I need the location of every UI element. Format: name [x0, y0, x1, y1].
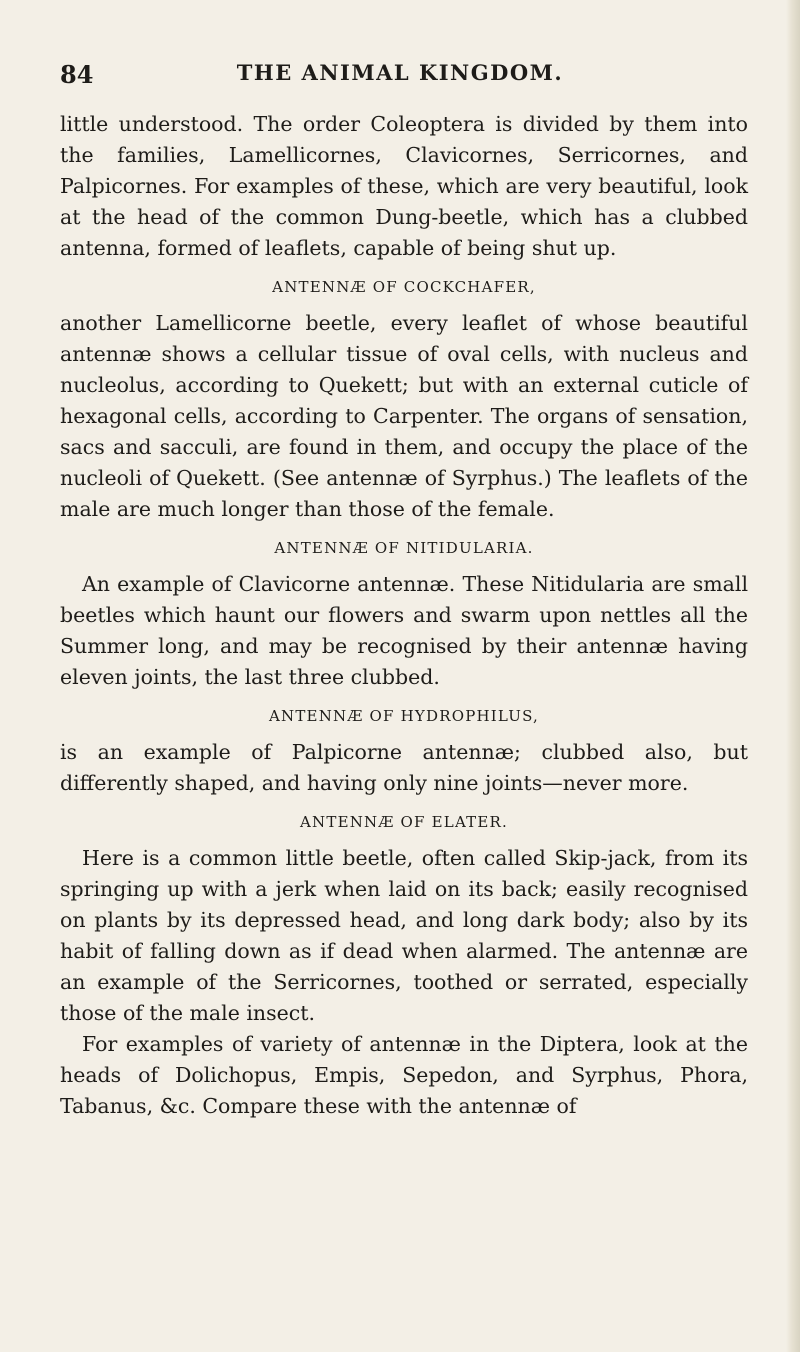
paragraph-nitidularia: An example of Clavicorne antennæ. These Nitidularia are small beetles which haunt our flowers and swarm upon nettles all the Summer long, and may be recognised by their antennæ having eleven joints, the last three clubbed. [60, 572, 748, 689]
paragraph-elater: Here is a common little beetle, often called Skip-jack, from its springing up with a jerk when laid on its back; easily recognised on plants by its depressed head, and long dark body; also by its habit of falling down as if dead when alarmed. The antennæ are an example of the Serricornes, toothed or serrated, especially those of the male insect. [60, 846, 748, 1025]
paragraph-diptera: For examples of variety of antennæ in the Diptera, look at the heads of Dolichopus, Empis, Sepedon, and Syrphus, Phora, Tabanus, &c. Compare these with the antennæ of [60, 1032, 748, 1118]
heading-cockchafer: ANTENNÆ OF COCKCHAFER, [272, 278, 536, 296]
paragraph-coleoptera: little understood. The order Coleoptera is divided by them into the families, Lamellicornes, Clavicornes, Serricornes, and Palpicornes. For examples of these, which are very beautiful, look at the head of the common Dung-beetle, which has a clubbed antenna, formed of leaflets, capable of being shut up. [60, 112, 748, 260]
page-number: 84 [60, 60, 94, 89]
page-edge-shadow [786, 0, 800, 1352]
heading-nitidularia: ANTENNÆ OF NITIDULARIA. [274, 539, 534, 557]
page-body [60, 109, 748, 1122]
heading-hydrophilus: ANTENNÆ OF HYDROPHILUS, [268, 707, 539, 725]
running-title: THE ANIMAL KINGDOM. [236, 60, 564, 85]
paragraph-hydrophilus: is an example of Palpicorne antennæ; clubbed also, but differently shaped, and having only nine joints—never more. [60, 740, 748, 795]
paragraph-cockchafer: another Lamellicorne beetle, every leaflet of whose beautiful antennæ shows a cellular tissue of oval cells, with nucleus and nucleolus, according to Quekett; but with an external cuticle of hexagonal cells, according to Carpenter. The organs of sensation, sacs and sacculi, are found in them, and occupy the place of the nucleoli of Quekett. (See antennæ of Syrphus.) The leaflets of the male are much longer than those of the female. [60, 311, 748, 521]
heading-elater: ANTENNÆ OF ELATER. [300, 813, 508, 831]
page-header [60, 60, 740, 94]
